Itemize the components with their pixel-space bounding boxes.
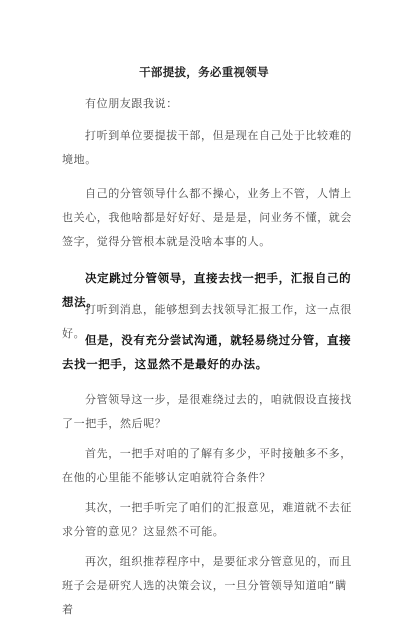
paragraph-6-bold: 但是，没有充分尝试沟通，就轻易绕过分管，直接去找一把手，这显然不是最好的办法。 — [62, 333, 352, 371]
paragraph-8: 首先，一把手对咱的了解有多少，平时接触多不多，在他的心里能不能够认定咱就符合条件？ — [62, 447, 352, 484]
paragraph-2: 打听到单位要提拔干部，但是现在自己处于比较难的境地。 — [62, 129, 352, 166]
paragraph-3: 自己的分管领导什么都不操心，业务上不管，人情上也关心，我他啥都是好好好、是是是，问业务不懂，就会签字，觉得分管根本就是没啥本事的人。 — [62, 187, 352, 248]
paragraph-5: 打听到消息，能够想到去找领导汇报工作，这一点很好。 — [62, 303, 352, 340]
document-title: 干部提拔，务必重视领导 — [139, 65, 269, 79]
paragraph-7: 分管领导这一步，是很难绕过去的，咱就假设直接找了一把手，然后呢？ — [62, 393, 352, 430]
paragraph-9: 其次，一把手听完了咱们的汇报意见，难道就不去征求分管的意见？这显然不可能。 — [62, 501, 352, 538]
paragraph-4-bold: 决定跳过分管领导，直接去找一把手，汇报自己的想法。 — [62, 271, 352, 309]
paragraph-1: 有位朋友跟我说： — [85, 97, 178, 110]
paragraph-10: 再次，组织推荐程序中，是要征求分管意见的，而且班子会是研究人选的决策会议，一旦分管领导知道咱“瞒着 — [62, 555, 352, 616]
